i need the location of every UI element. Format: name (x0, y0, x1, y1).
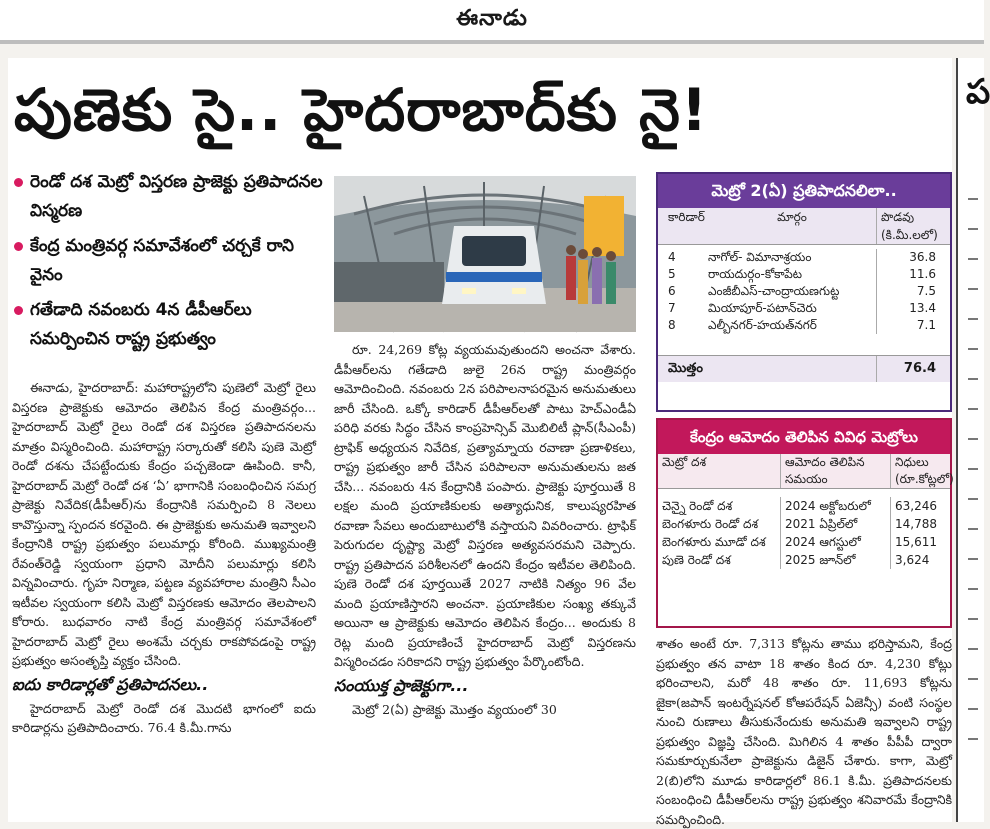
body-paragraph: శాతం అంటే రూ. 7,313 కోట్లను తాము భరిస్తామని, కేంద్ర ప్రభుత్వం తన వాటా 18 శాతం కింద రూ. 4,230 కోట్లు భరించాలని, మరో 48 శాతం రూ. 11,693 కోట్లను జైకా(జపాన్‌ ఇంటర్నేషనల్‌ కోఆపరేషన్‌ ఏజెన్సీ) వంటి సంస్థల నుంచి రుణాలు తీసుకునేందుకు అనుమతి ఇవ్వాలని రాష్ట్ర ప్రభుత్వం విజ్ఞప్తి చేసింది. మిగిలిన 4 శాతం పీపీపీ ద్వారా సమకూర్చుకునేలా ప్రాజెక్టును డిజైన్‌ చేశారు. కాగా, మెట్రో 2(బి)లోని మూడు కారిడార్లలో 86.1 కి.మీ. ప్రతిపాదనలకు సంబంధించి డీపీఆర్‌లను రాష్ట్ర ప్రభుత్వం శనివారమే కేంద్రానికి సమర్పించింది. (656, 636, 952, 827)
table-row (658, 551, 950, 569)
text-fragment (968, 708, 978, 710)
metro-train-illustration (334, 176, 636, 332)
body-paragraph: రూ. 24,269 కోట్ల వ్యయమవుతుందని అంచనా వేశారు. డీపీఆర్‌లను గతేడాది జులై 26న రాష్ట్ర మంత్రివర్గం ఆమోదించింది. నవంబరు 2న పరిపాలనాపరమైన అనుమతులు జారీ చేసింది. ఒక్కో కారిడార్‌ డీపీఆర్‌లతో పాటు హెచ్‌ఎండీఏ పరిధి వరకు సిద్ధం చేసిన కాంప్రహెన్సివ్‌ మొబిలిటీ ప్లాన్‌(సీఎంపీ) ట్రాఫిక్‌ అధ్యయన నివేదిక, ప్రత్యామ్నాయ రవాణా ప్రణాళికలు, రాష్ట్ర ప్రభుత్వం జారీ చేసిన పరిపాలనా అనుమతులను జత చేసి... నవంబరు 4న కేంద్రానికి పంపారు. ప్రాజెక్టు పూర్తయితే 8 లక్షల మంది ప్రయాణికులకు అత్యాధునిక, కాలుష్యరహిత రవాణా సేవలు అందుబాటులోకి వస్తాయని వివరించారు. ట్రాఫిక్‌ పెరుగుదల దృష్ట్యా మెట్రో విస్తరణ అత్యవసరమని చెప్పారు. రాష్ట్ర ప్రతిపాదన పరిశీలనలో ఉందని కేంద్రం ఇటీవల తెలిపింది. పుణె రెండో దశ పూర్తయితే 2027 నాటికి నిత్యం 96 వేల మంది ప్రయాణిస్తారని అంచనా. ప్రయాణికుల సంఖ్య తక్కువే అయినా ఆ ప్రాజెక్టుకు ఆమోదం తెలిపిన కేంద్రం... అందుకు 8 రెట్ల మంది ప్రయాణించే హైదరాబాద్‌ మెట్రో విస్తరణను విస్మరించడం సరికాదని రాష్ట్ర ప్రభుత్వం పేర్కొంటోంది. (334, 342, 636, 669)
approved-table-body (658, 489, 950, 569)
text-fragment (968, 738, 978, 740)
bullet-dot-icon (14, 306, 23, 315)
header-cell: పొడవు (కి.మీ.లలో) (876, 208, 950, 244)
body-paragraph: మెట్రో 2(ఏ) ప్రాజెక్టు మొత్తం వ్యయంలో 30 (352, 701, 557, 717)
table-cell: 6 (668, 284, 676, 298)
header-cell: మార్గం (777, 210, 807, 224)
text-fragment (968, 678, 978, 680)
table-cell: 2024 అక్టోబరులో (780, 497, 890, 515)
table-row (658, 317, 950, 334)
table-cell: 15,611 (890, 533, 950, 551)
table-cell: 3,624 (890, 551, 950, 569)
text-fragment (968, 198, 978, 200)
table-row (658, 497, 950, 515)
table-row (658, 300, 950, 317)
table-cell: బెంగళూరు రెండో దశ (662, 517, 759, 531)
article-column-2 (334, 340, 636, 818)
text-fragment (968, 498, 978, 500)
subheading: ఐదు కారిడార్లతో ప్రతిపాదనలు.. (12, 674, 209, 694)
approved-table-title: కేంద్రం ఆమోదం తెలిపిన వివిధ మెట్రోలు (658, 420, 950, 454)
header-cell: ఆమోదం తెలిపిన సమయం (780, 454, 890, 488)
masthead-rule (0, 40, 984, 44)
approved-table-header (658, 454, 954, 489)
cropped-heading-glyph: ప (966, 72, 990, 112)
table-cell: 14,788 (890, 515, 950, 533)
text-fragment (968, 348, 978, 350)
proposal-table-title: మెట్రో 2(ఏ) ప్రతిపాదనలిలా.. (658, 174, 950, 208)
text-fragment (968, 438, 978, 440)
article-page (8, 58, 954, 827)
table-row (658, 266, 950, 283)
total-label: మొత్తం (668, 361, 703, 376)
metro-station-photo (334, 176, 636, 332)
bullet-item (12, 296, 324, 354)
text-fragment (968, 378, 978, 380)
proposal-table-body (658, 245, 950, 355)
masthead (0, 0, 984, 44)
table-cell: 7.1 (876, 317, 950, 334)
header-cell: మెట్రో దశ (662, 455, 707, 469)
table-cell: ఎల్బీనగర్‌-హయత్‌నగర్‌ (708, 318, 817, 332)
text-fragment (968, 528, 978, 530)
table-cell: 4 (668, 250, 676, 264)
text-fragment (968, 558, 978, 560)
highlight-bullets (12, 168, 324, 360)
table-cell: 2021 ఏప్రిల్‌లో (780, 515, 890, 533)
adjacent-page-strip (956, 58, 990, 822)
header-cell: నిధులు (రూ.కోట్లలో) (890, 454, 950, 488)
text-fragment (968, 258, 978, 260)
text-fragment (968, 618, 978, 620)
table-cell: 5 (668, 267, 676, 281)
table-cell: 13.4 (876, 300, 950, 317)
table-cell: 8 (668, 318, 676, 332)
table-cell: బెంగళూరు మూడో దశ (662, 535, 766, 549)
body-paragraph: ఈనాడు, హైదరాబాద్‌: మహారాష్ట్రలోని పుణెలో మెట్రో రైలు విస్తరణ ప్రాజెక్టుకు ఆమోదం తెలిపిన కేంద్ర మంత్రివర్గం... హైదరాబాద్‌ మెట్రో రైలు రెండో దశ విస్తరణ ప్రతిపాదనలను మాత్రం విస్మరించింది. మహారాష్ట్ర సర్కారుతో కలిసి పుణె మెట్రో రెండో దశను చేపట్టేందుకు కేంద్రం పచ్చజెండా ఊపింది. కానీ, హైదరాబాద్‌ మెట్రో రెండో దశ ‘ఏ’ భాగానికి సంబంధించిన సమగ్ర ప్రాజెక్టు నివేదిక(డీపీఆర్‌)ను కేంద్రానికి సమర్పించి 8 నెలలు కావొస్తున్నా స్పందన కరవైంది. ఈ ప్రాజెక్టుకు అనుమతి ఇవ్వాలని కేంద్రానికి రాష్ట్ర ప్రభుత్వం పలుమార్లు కోరింది. ముఖ్యమంత్రి రేవంత్‌రెడ్డి స్వయంగా ప్రధాని మోదీని పలుమార్లు కలిసి విన్నవించారు. గృహ నిర్మాణ, పట్టణ వ్యవహారాల మంత్రిని సీఎం ఇటీవల స్వయంగా కలిసి మెట్రో విస్తరణకు ఆమోదం తెలపాలని కోరారు. బుధవారం నాటి కేంద్ర మంత్రివర్గ సమావేశంలో హైదరాబాద్‌ మెట్రో రైలు అంశమే చర్చకు రాకపోవడంపై రాష్ట్ర ప్రభుత్వం అసంతృప్తి వ్యక్తం చేసింది. (12, 380, 316, 668)
table-cell: పుణె రెండో దశ (662, 553, 731, 567)
table-row (658, 283, 950, 300)
text-fragment (968, 408, 978, 410)
table-cell: 7.5 (876, 283, 950, 300)
bullet-text: గతేడాది నవంబరు 4న డీపీఆర్‌లు సమర్పించిన రాష్ట్ర ప్రభుత్వం (30, 300, 252, 349)
table-cell: నాగోల్‌- విమానాశ్రయం (708, 250, 812, 264)
table-row (658, 533, 950, 551)
table-cell: మియాపూర్‌-పటాన్‌చెరు (708, 301, 817, 315)
headline: పుణెకు సై.. హైదరాబాద్‌కు నై! (14, 76, 709, 144)
article-column-3 (656, 634, 952, 827)
table-cell: చెన్నై రెండో దశ (662, 499, 733, 513)
bullet-dot-icon (14, 242, 23, 251)
total-value: 76.4 (876, 356, 950, 382)
text-fragment (968, 468, 978, 470)
proposal-table-total (658, 355, 950, 382)
table-cell: రాయదుర్గం-కోకాపేట (708, 267, 803, 281)
subheading: సంయుక్త ప్రాజెక్టుగా... (334, 675, 469, 695)
table-cell: 7 (668, 301, 676, 315)
proposal-table-box (656, 172, 952, 412)
text-fragment (968, 318, 978, 320)
text-fragment (968, 288, 978, 290)
table-cell: 2025 జూన్‌లో (780, 551, 890, 569)
bullet-text: రెండో దశ మెట్రో విస్తరణ ప్రాజెక్టు ప్రతిపాదనల విస్మరణ (30, 172, 323, 221)
bullet-item (12, 232, 324, 290)
bullet-item (12, 168, 324, 226)
article-column-1 (12, 378, 316, 818)
table-cell: 11.6 (876, 266, 950, 283)
proposal-table-header (658, 208, 950, 245)
newspaper-logo: ఈనాడు (456, 6, 528, 31)
text-fragment (968, 228, 978, 230)
approved-metros-box (656, 418, 952, 628)
text-fragment (968, 588, 978, 590)
bullet-dot-icon (14, 178, 23, 187)
table-cell: 2024 ఆగస్టులో (780, 533, 890, 551)
table-cell: ఎంజీబీఎస్‌-చాంద్రాయణగుట్ట (708, 284, 840, 298)
bullet-text: కేంద్ర మంత్రివర్గ సమావేశంలో చర్చకే రాని వైనం (30, 236, 294, 285)
text-fragment (968, 648, 978, 650)
table-row (658, 515, 950, 533)
header-cell: కారిడార్‌ (668, 210, 705, 224)
table-row (658, 249, 950, 266)
table-cell: 36.8 (876, 249, 950, 266)
table-cell: 63,246 (890, 497, 950, 515)
body-paragraph: హైదరాబాద్‌ మెట్రో రెండో దశ మొదటి భాగంలో ఐదు కారిడార్లను ప్రతిపాదించారు. 76.4 కి.మీ.గాను (12, 700, 316, 735)
